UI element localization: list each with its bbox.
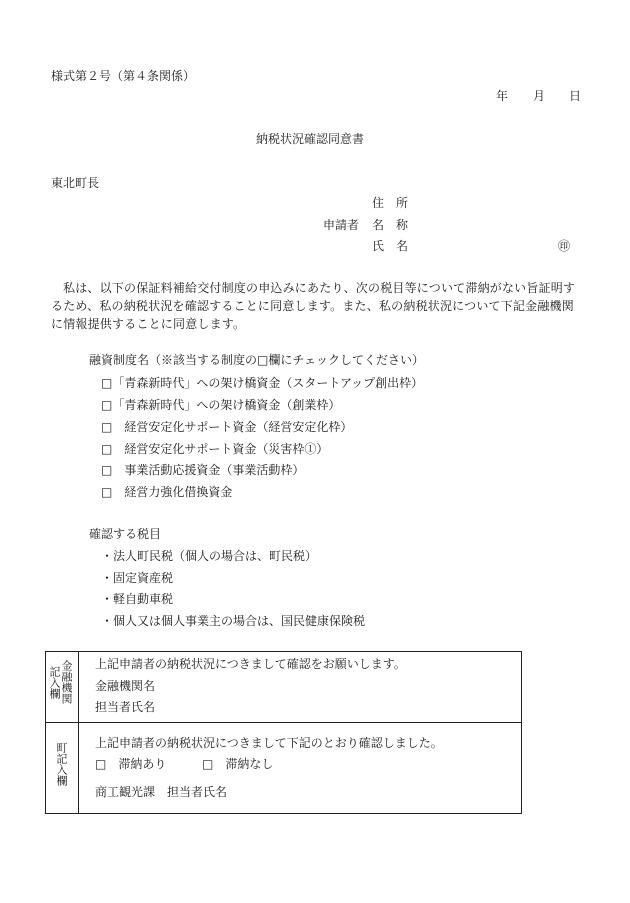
financing-option[interactable]: □「青森新時代」への架け橋資金（創業枠） xyxy=(101,398,341,412)
bank-section-label-entry: 記入欄 xyxy=(48,666,61,699)
form-number: 様式第２号（第４条関係） xyxy=(51,69,196,83)
date-year-label: 年 xyxy=(496,89,509,103)
applicant-name-label: 氏 名 xyxy=(372,239,409,253)
addressee: 東北町長 xyxy=(51,176,100,190)
tax-item: ・法人町民税（個人の場合は、町民税） xyxy=(101,549,318,563)
town-staff-field[interactable]: 商工観光課 担当者氏名 xyxy=(95,785,228,799)
date-day-label: 日 xyxy=(569,89,582,103)
tax-item: ・固定資産税 xyxy=(101,571,174,585)
bank-name-field[interactable]: 金融機関名 xyxy=(95,679,156,693)
bank-request-text: 上記申請者の納税状況につきまして確認をお願いします。 xyxy=(95,657,406,671)
arrears-yes-checkbox[interactable]: □ 滞納あり xyxy=(95,757,167,771)
town-result-text: 上記申請者の納税状況につきまして下記のとおり確認しました。 xyxy=(95,736,443,750)
financing-heading: 融資制度名（※該当する制度の□欄にチェックしてください） xyxy=(89,353,424,367)
financing-option[interactable]: □ 事業活動応援資金（事業活動枠） xyxy=(101,463,305,477)
applicant-address-label: 住 所 xyxy=(372,196,409,210)
applicant-group-label: 申請者 xyxy=(323,218,360,232)
financing-option[interactable]: □ 経営力強化借換資金 xyxy=(101,485,233,499)
tax-item: ・個人又は個人事業主の場合は、国民健康保険税 xyxy=(101,614,366,628)
tax-heading: 確認する税目 xyxy=(89,527,162,541)
consent-statement: 私は、以下の保証料補給交付制度の申込みにあたり、次の税目等について滞納がない旨証明するため、私の納税状況を確認することに同意します。また、私の納税状況について下記金融機関に情報提供することに同意します。 xyxy=(51,281,576,331)
bank-section-label-bank: 金融機関 xyxy=(60,660,73,704)
financing-option[interactable]: □ 経営安定化サポート資金（災害枠①） xyxy=(101,442,329,456)
seal-mark: ㊞ xyxy=(558,239,571,253)
table-row-divider xyxy=(46,722,521,723)
confirmation-table xyxy=(45,651,522,814)
town-section-label: 町記入欄 xyxy=(55,742,68,786)
financing-option[interactable]: □「青森新時代」への架け橋資金（スタートアップ創出枠） xyxy=(101,376,424,390)
document-title: 納税状況確認同意書 xyxy=(256,132,365,146)
financing-option[interactable]: □ 経営安定化サポート資金（経営安定化枠） xyxy=(101,420,353,434)
bank-staff-field[interactable]: 担当者氏名 xyxy=(95,700,156,714)
applicant-company-label: 名 称 xyxy=(372,218,409,232)
arrears-no-checkbox[interactable]: □ 滞納なし xyxy=(202,757,274,771)
tax-item: ・軽自動車税 xyxy=(101,592,174,606)
date-month-label: 月 xyxy=(533,89,546,103)
table-column-divider xyxy=(78,652,79,813)
